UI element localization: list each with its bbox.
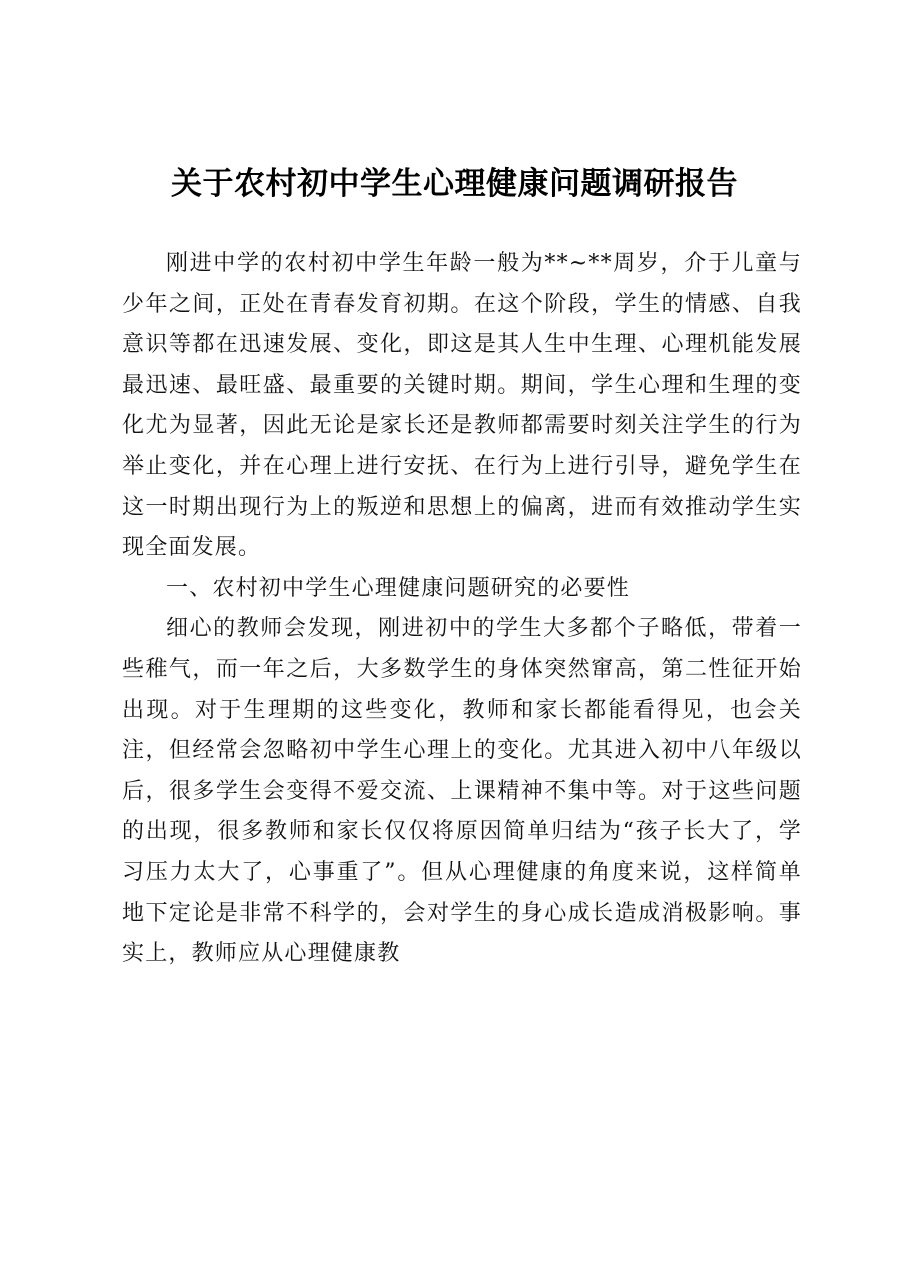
section-paragraph: 细心的教师会发现，刚进初中的学生大多都个子略低，带着一些稚气，而一年之后，大多数学生的身体突然窜高，第二性征开始出现。对于生理期的这些变化，教师和家长都能看得见，也会关注，但经常会忽略初中学生心理上的变化。尤其进入初中八年级以后，很多学生会变得不爱交流、上课精神不集中等。对于这些问题的出现，很多教师和家长仅仅将原因简单归结为“孩子长大了，学习压力太大了，心事重了”。但从心理健康的角度来说，这样简单地下定论是非常不科学的，会对学生的身心成长造成消极影响。事实上，教师应从心理健康教 <box>122 616 802 967</box>
document-title: 关于农村初中学生心理健康问题调研报告 <box>171 166 738 202</box>
intro-paragraph: 刚进中学的农村初中学生年龄一般为**~**周岁，介于儿童与少年之间，正处在青春发育初期。在这个阶段，学生的情感、自我意识等都在迅速发展、变化，即这是其人生中生理、心理机能发展最迅速、最旺盛、最重要的关键时期。期间，学生心理和生理的变化尤为显著，因此无论是家长还是教师都需要时刻关注学生的行为举止变化，并在心理上进行安抚、在行为上进行引导，避免学生在这一时期出现行为上的叛逆和思想上的偏离，进而有效推动学生实现全面发展。 <box>122 251 802 561</box>
document-body <box>122 244 802 975</box>
section-heading: 一、农村初中学生心理健康问题研究的必要性 <box>166 575 631 601</box>
